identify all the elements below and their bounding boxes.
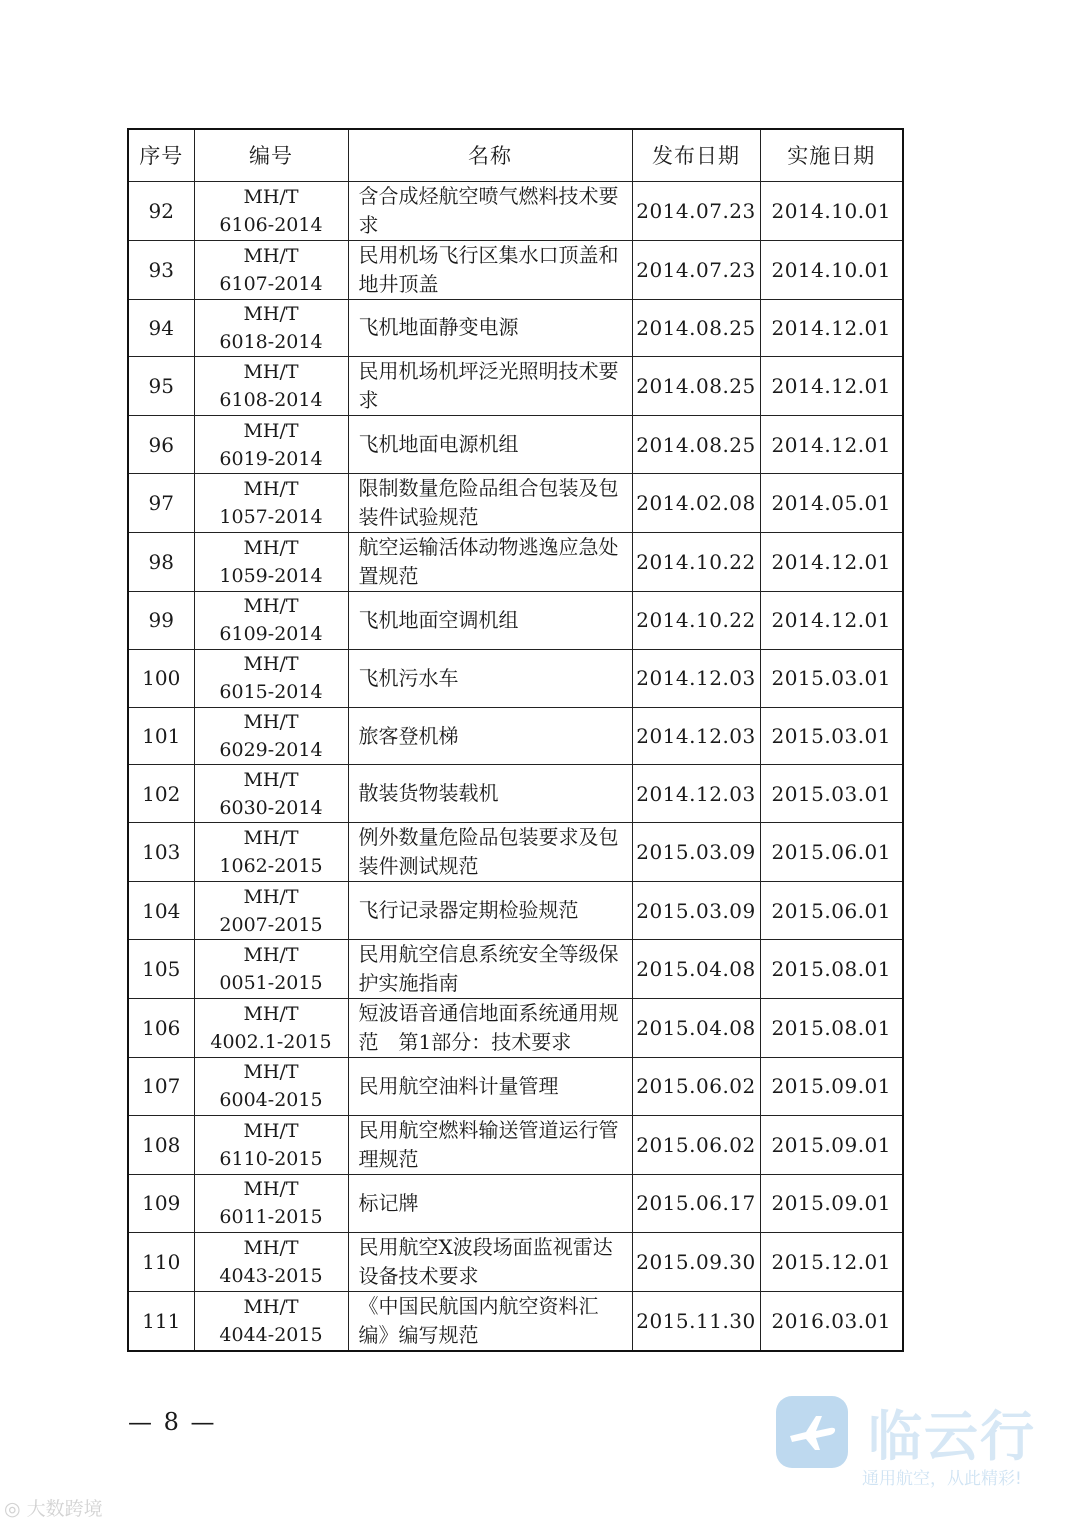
row-code [194, 649, 348, 707]
weibo-icon: ◎ [4, 1498, 21, 1520]
row-effective-date: 2014.10.01 [760, 181, 903, 240]
row-published-date: 2015.04.08 [632, 999, 760, 1058]
row-effective-date: 2015.09.01 [760, 1115, 903, 1174]
row-published-date: 2014.10.22 [632, 592, 760, 650]
row-seq: 107 [128, 1058, 194, 1116]
row-seq: 102 [128, 765, 194, 823]
row-published-date: 2014.02.08 [632, 474, 760, 533]
row-name: 飞机污水车 [348, 649, 632, 707]
row-name: 航空运输活体动物逃逸应急处置规范 [348, 533, 632, 592]
row-code-prefix: MH/T [243, 711, 299, 734]
row-code [194, 474, 348, 533]
row-code-prefix: MH/T [243, 244, 299, 267]
row-seq: 103 [128, 823, 194, 882]
row-code-prefix: MH/T [243, 1178, 299, 1201]
watermark-corner-text: 大数跨境 [26, 1498, 103, 1520]
row-name: 民用航空X波段场面监视雷达设备技术要求 [348, 1232, 632, 1291]
table-row [128, 765, 903, 823]
row-code [194, 181, 348, 240]
row-code-number: 4002.1-2015 [210, 1031, 332, 1054]
row-code-number: 1062-2015 [219, 855, 323, 878]
page-number: — 8 — [128, 1408, 217, 1436]
row-code-prefix: MH/T [243, 1061, 299, 1084]
row-code [194, 999, 348, 1058]
row-code-number: 6029-2014 [219, 739, 323, 762]
header-name: 名称 [348, 129, 632, 181]
row-seq: 101 [128, 707, 194, 765]
row-code [194, 1174, 348, 1232]
row-name: 飞机地面电源机组 [348, 416, 632, 474]
row-published-date: 2015.06.17 [632, 1174, 760, 1232]
header-effective: 实施日期 [760, 129, 903, 181]
header-seq: 序号 [128, 129, 194, 181]
row-code [194, 416, 348, 474]
row-code-number: 6011-2015 [219, 1206, 323, 1229]
row-name: 民用航空油料计量管理 [348, 1058, 632, 1116]
row-code-prefix: MH/T [243, 419, 299, 442]
row-seq: 106 [128, 999, 194, 1058]
table-row [128, 649, 903, 707]
row-published-date: 2015.11.30 [632, 1291, 760, 1351]
table-row [128, 823, 903, 882]
table-row [128, 1291, 903, 1351]
row-code [194, 940, 348, 999]
row-published-date: 2014.08.25 [632, 357, 760, 416]
row-code-prefix: MH/T [243, 1119, 299, 1142]
table-row [128, 999, 903, 1058]
row-published-date: 2014.12.03 [632, 649, 760, 707]
row-published-date: 2015.09.30 [632, 1232, 760, 1291]
row-name: 民用航空燃料输送管道运行管理规范 [348, 1115, 632, 1174]
row-seq: 104 [128, 882, 194, 940]
table-row [128, 592, 903, 650]
row-code [194, 765, 348, 823]
row-code-number: 6110-2015 [219, 1147, 323, 1170]
table-row [128, 1232, 903, 1291]
row-code-prefix: MH/T [243, 302, 299, 325]
row-code [194, 823, 348, 882]
row-published-date: 2015.06.02 [632, 1115, 760, 1174]
row-code [194, 1115, 348, 1174]
row-effective-date: 2014.12.01 [760, 299, 903, 357]
row-published-date: 2015.03.09 [632, 823, 760, 882]
row-seq: 99 [128, 592, 194, 650]
row-code-prefix: MH/T [243, 827, 299, 850]
row-effective-date: 2015.03.01 [760, 765, 903, 823]
row-effective-date: 2015.06.01 [760, 823, 903, 882]
row-code-prefix: MH/T [243, 1236, 299, 1259]
row-effective-date: 2015.03.01 [760, 707, 903, 765]
row-code [194, 707, 348, 765]
row-seq: 100 [128, 649, 194, 707]
table-row [128, 1115, 903, 1174]
airplane-icon [776, 1396, 848, 1468]
row-effective-date: 2014.10.01 [760, 240, 903, 299]
table-row [128, 533, 903, 592]
row-published-date: 2014.07.23 [632, 181, 760, 240]
row-name: 飞机地面空调机组 [348, 592, 632, 650]
row-code-number: 1057-2014 [219, 506, 323, 529]
row-code [194, 592, 348, 650]
table-row [128, 181, 903, 240]
row-name: 含合成烃航空喷气燃料技术要求 [348, 181, 632, 240]
row-code-number: 2007-2015 [219, 913, 323, 936]
row-code-number: 1059-2014 [219, 565, 323, 588]
row-code-number: 6018-2014 [219, 330, 323, 353]
row-code-number: 6030-2014 [219, 796, 323, 819]
row-code [194, 299, 348, 357]
row-name: 例外数量危险品包装要求及包装件测试规范 [348, 823, 632, 882]
row-code-prefix: MH/T [243, 653, 299, 676]
row-effective-date: 2015.08.01 [760, 940, 903, 999]
row-code-prefix: MH/T [243, 1003, 299, 1026]
table-row [128, 940, 903, 999]
row-code-number: 6019-2014 [219, 447, 323, 470]
row-code-prefix: MH/T [243, 361, 299, 384]
row-name: 《中国民航国内航空资料汇编》编写规范 [348, 1291, 632, 1351]
row-code-prefix: MH/T [243, 185, 299, 208]
row-name: 旅客登机梯 [348, 707, 632, 765]
row-effective-date: 2015.08.01 [760, 999, 903, 1058]
row-code-number: 6106-2014 [219, 213, 323, 236]
row-name: 短波语音通信地面系统通用规范 第1部分：技术要求 [348, 999, 632, 1058]
row-seq: 110 [128, 1232, 194, 1291]
row-code [194, 1291, 348, 1351]
watermark-logo [776, 1392, 1056, 1502]
standards-table [127, 128, 904, 1352]
watermark-logo-title: 临云行 [868, 1405, 1036, 1468]
row-seq: 94 [128, 299, 194, 357]
watermark-logo-slogan: 通用航空，从此精彩! [862, 1469, 1022, 1489]
row-name: 散装货物装载机 [348, 765, 632, 823]
row-code [194, 533, 348, 592]
row-published-date: 2014.12.03 [632, 707, 760, 765]
row-published-date: 2014.08.25 [632, 416, 760, 474]
row-effective-date: 2015.12.01 [760, 1232, 903, 1291]
row-published-date: 2014.08.25 [632, 299, 760, 357]
row-code-prefix: MH/T [243, 595, 299, 618]
row-code-prefix: MH/T [243, 1295, 299, 1318]
row-published-date: 2014.12.03 [632, 765, 760, 823]
row-code [194, 240, 348, 299]
header-published: 发布日期 [632, 129, 760, 181]
row-effective-date: 2015.09.01 [760, 1174, 903, 1232]
row-published-date: 2015.04.08 [632, 940, 760, 999]
row-code-number: 6107-2014 [219, 272, 323, 295]
row-code-number: 4044-2015 [219, 1323, 323, 1346]
row-name: 民用机场飞行区集水口顶盖和地井顶盖 [348, 240, 632, 299]
watermark-corner [4, 1494, 103, 1521]
table-row [128, 882, 903, 940]
row-seq: 108 [128, 1115, 194, 1174]
row-name: 飞机地面静变电源 [348, 299, 632, 357]
row-code-number: 6108-2014 [219, 389, 323, 412]
row-seq: 95 [128, 357, 194, 416]
row-effective-date: 2015.09.01 [760, 1058, 903, 1116]
row-code [194, 1232, 348, 1291]
row-code [194, 882, 348, 940]
row-seq: 93 [128, 240, 194, 299]
row-published-date: 2015.06.02 [632, 1058, 760, 1116]
row-name: 限制数量危险品组合包装及包装件试验规范 [348, 474, 632, 533]
row-name: 民用机场机坪泛光照明技术要求 [348, 357, 632, 416]
row-effective-date: 2016.03.01 [760, 1291, 903, 1351]
row-seq: 97 [128, 474, 194, 533]
row-seq: 105 [128, 940, 194, 999]
row-seq: 98 [128, 533, 194, 592]
row-code-prefix: MH/T [243, 478, 299, 501]
row-code [194, 1058, 348, 1116]
row-code-number: 6015-2014 [219, 681, 323, 704]
row-name: 标记牌 [348, 1174, 632, 1232]
table-row [128, 707, 903, 765]
table-header-row [128, 129, 903, 181]
row-name: 飞行记录器定期检验规范 [348, 882, 632, 940]
row-effective-date: 2014.12.01 [760, 357, 903, 416]
row-published-date: 2014.07.23 [632, 240, 760, 299]
row-effective-date: 2014.12.01 [760, 592, 903, 650]
row-seq: 109 [128, 1174, 194, 1232]
row-code-number: 6109-2014 [219, 623, 323, 646]
row-code-number: 6004-2015 [219, 1089, 323, 1112]
row-code-number: 4043-2015 [219, 1264, 323, 1287]
row-effective-date: 2014.12.01 [760, 533, 903, 592]
row-effective-date: 2014.05.01 [760, 474, 903, 533]
header-code: 编号 [194, 129, 348, 181]
table-row [128, 416, 903, 474]
row-code-prefix: MH/T [243, 537, 299, 560]
row-published-date: 2015.03.09 [632, 882, 760, 940]
table-row [128, 299, 903, 357]
row-code-prefix: MH/T [243, 768, 299, 791]
table-row [128, 474, 903, 533]
row-seq: 96 [128, 416, 194, 474]
table-row [128, 240, 903, 299]
table-row [128, 357, 903, 416]
table-row [128, 1058, 903, 1116]
row-code-number: 0051-2015 [219, 972, 323, 995]
row-published-date: 2014.10.22 [632, 533, 760, 592]
row-seq: 92 [128, 181, 194, 240]
table-row [128, 1174, 903, 1232]
row-name: 民用航空信息系统安全等级保护实施指南 [348, 940, 632, 999]
row-seq: 111 [128, 1291, 194, 1351]
row-effective-date: 2015.06.01 [760, 882, 903, 940]
row-effective-date: 2014.12.01 [760, 416, 903, 474]
row-code-prefix: MH/T [243, 885, 299, 908]
row-code [194, 357, 348, 416]
row-effective-date: 2015.03.01 [760, 649, 903, 707]
row-code-prefix: MH/T [243, 944, 299, 967]
